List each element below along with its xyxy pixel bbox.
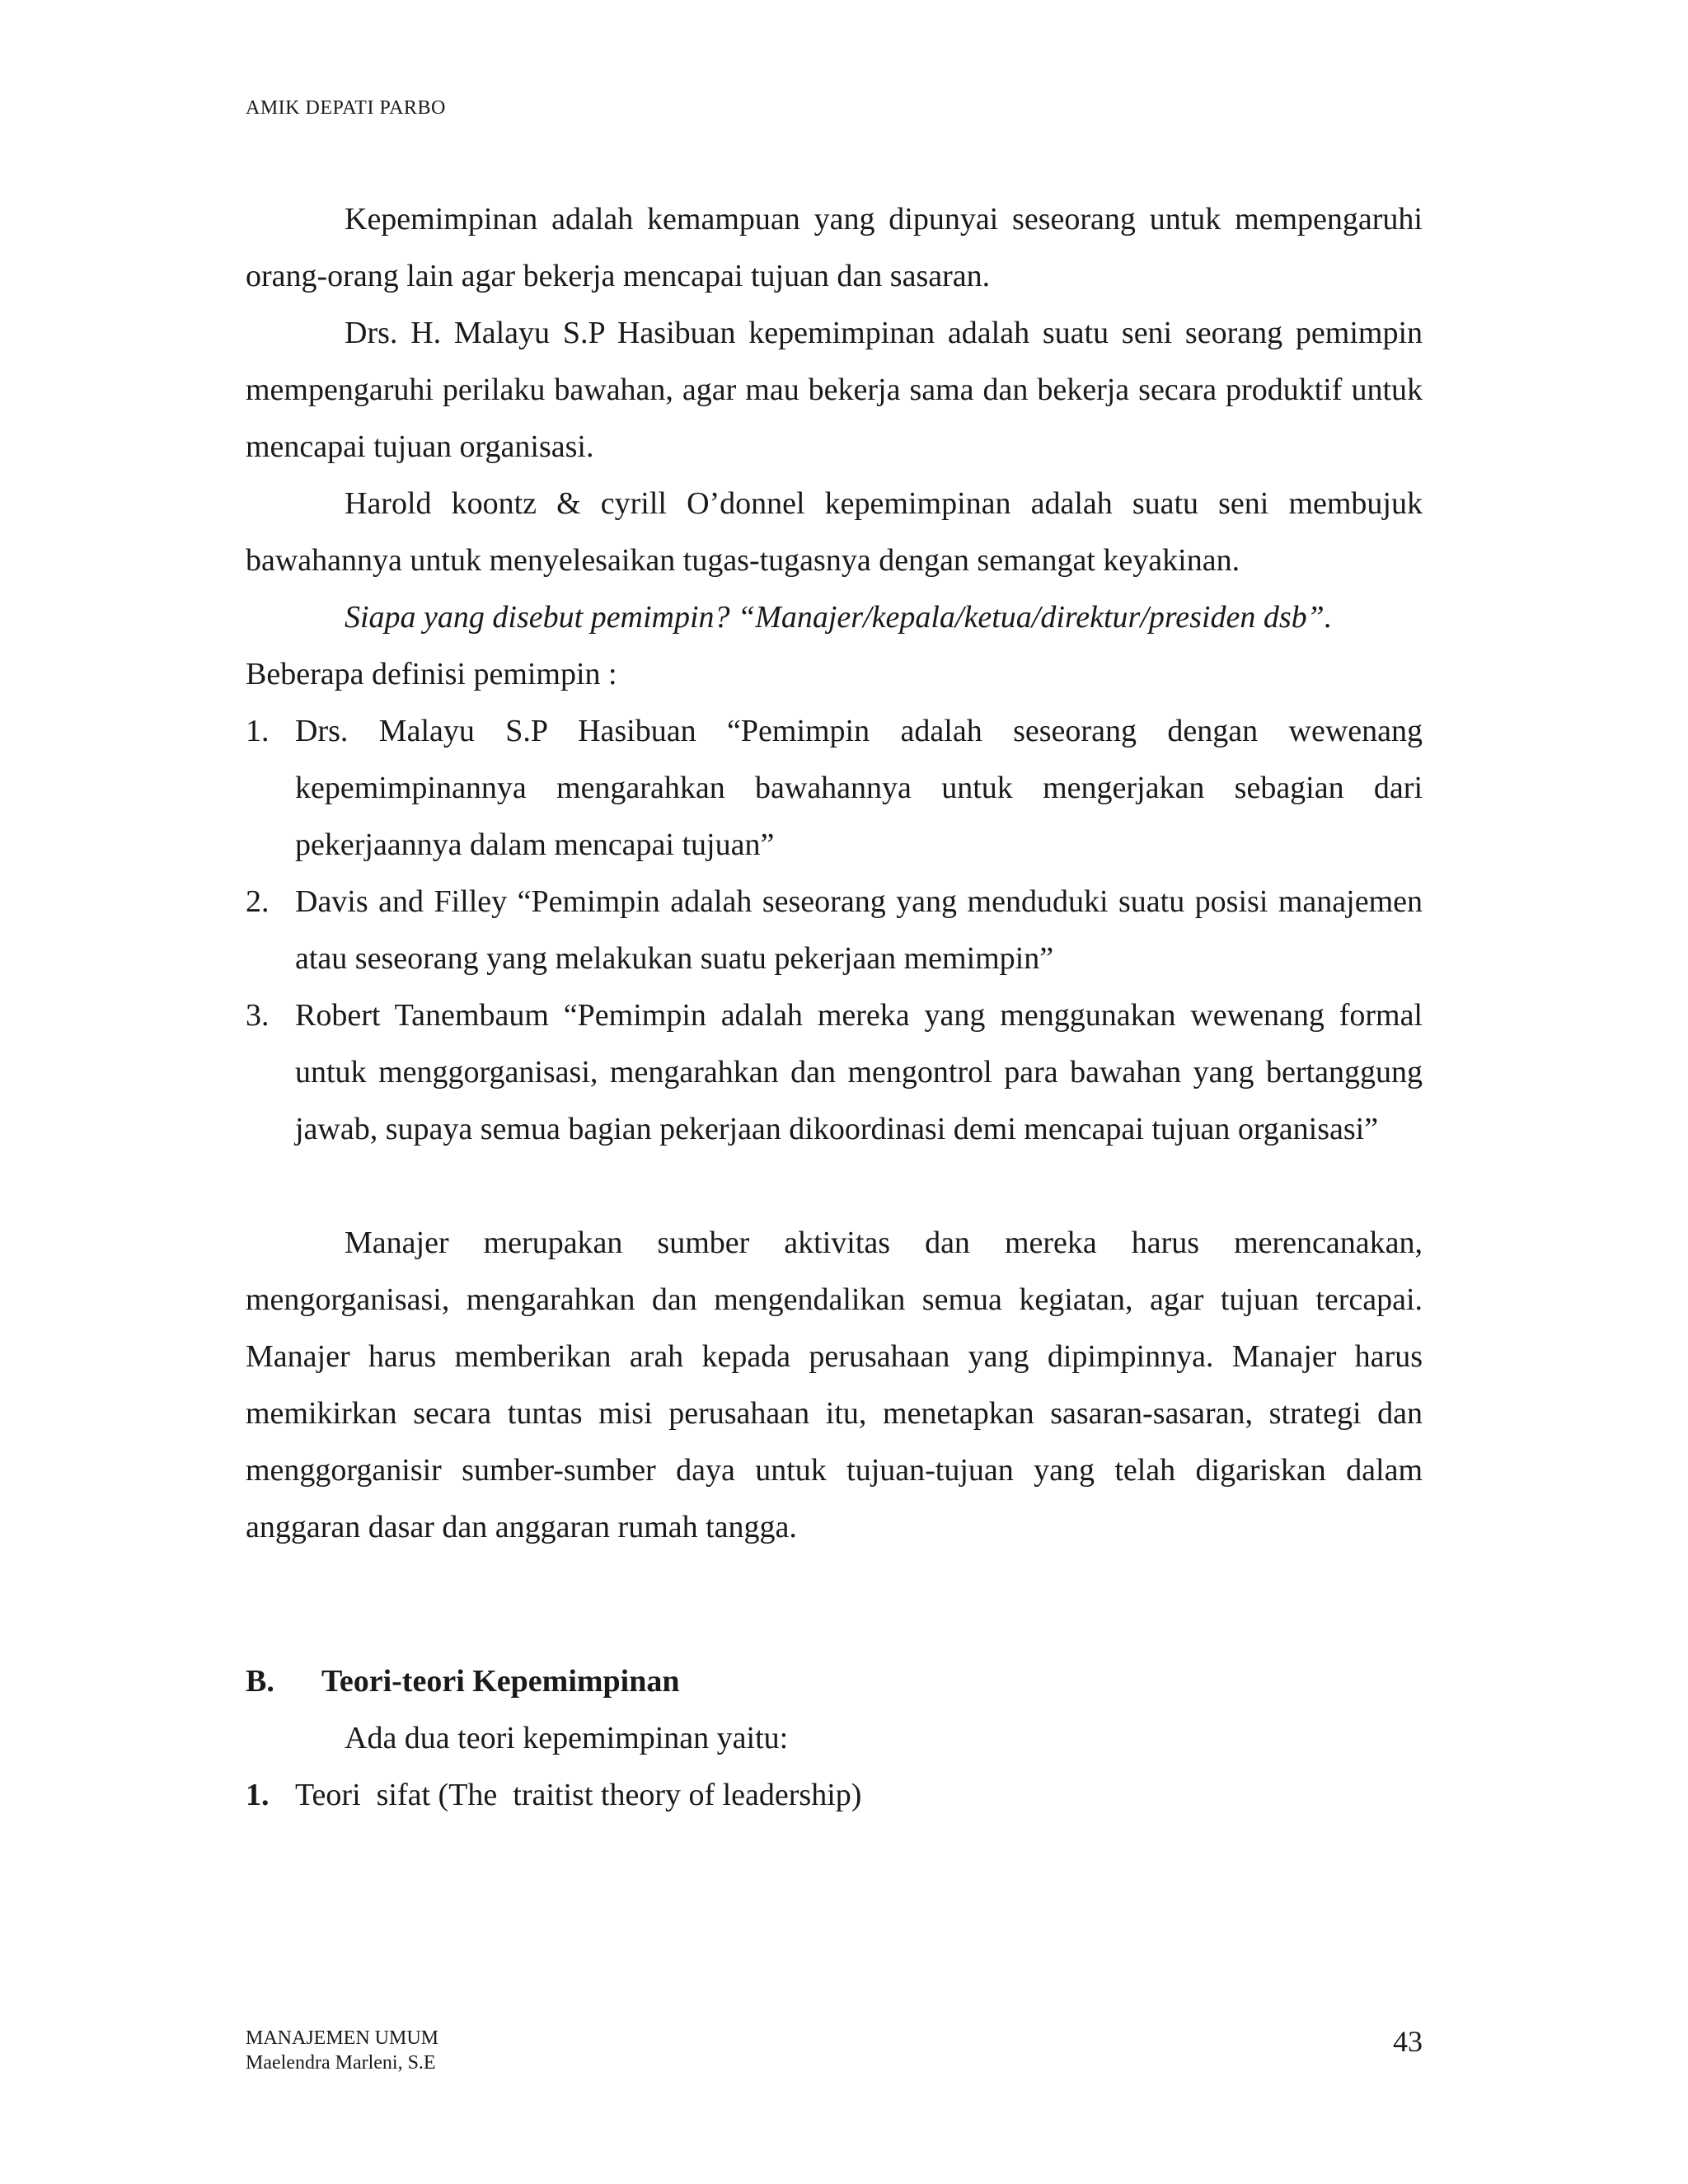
spacer <box>246 1158 1423 1215</box>
list-item-text: Davis and Filley “Pemimpin adalah seseorang yang menduduki suatu posisi manajemen atau seseorang yang melakukan suatu pekerjaan memimpin” <box>295 884 1423 976</box>
theory-list <box>246 1767 1423 1824</box>
section-title: Teori-teori Kepemimpinan <box>321 1664 680 1699</box>
list-item-number: 1. <box>246 1778 270 1812</box>
paragraph-leadership-definition: Kepemimpinan adalah kemampuan yang dipunyai seseorang untuk mempengaruhi orang-orang lain agar bekerja mencapai tujuan dan sasaran. <box>246 202 1423 293</box>
section-intro: Ada dua teori kepemimpinan yaitu: <box>345 1721 789 1755</box>
list-item <box>246 874 1423 987</box>
list-item <box>246 703 1423 874</box>
spacer <box>246 1556 1423 1653</box>
list-item-text: Teori sifat (The traitist theory of leadership) <box>295 1778 862 1812</box>
paragraph-hasibuan: Drs. H. Malayu S.P Hasibuan kepemimpinan adalah suatu seni seorang pemimpin mempengaruhi perilaku bawahan, agar mau bekerja sama dan bekerja secara produktif untuk mencapai tujuan organisasi. <box>246 316 1423 464</box>
list-item <box>246 1767 1423 1824</box>
footer-course: MANAJEMEN UMUM <box>246 2027 439 2049</box>
list-item-text: Robert Tanembaum “Pemimpin adalah mereka yang menggunakan wewenang formal untuk menggorganisasi, mengarahkan dan mengontrol para bawahan yang bertanggung jawab, supaya semua bagian pekerjaan dikoordinasi demi mencapai tujuan organisasi” <box>295 998 1423 1146</box>
running-header: AMIK DEPATI PARBO <box>246 97 446 119</box>
footer <box>246 2026 438 2075</box>
list-item-text: Drs. Malayu S.P Hasibuan “Pemimpin adalah seseorang dengan wewenang kepemimpinannya mengarahkan bawahannya untuk mengerjakan sebagian dari pekerjaannya dalam mencapai tujuan” <box>295 714 1423 862</box>
section-letter: B. <box>246 1664 274 1699</box>
paragraph-koontz: Harold koontz & cyrill O’donnel kepemimpinan adalah suatu seni membujuk bawahannya untuk menyelesaikan tugas-tugasnya dengan semangat keyakinan. <box>246 486 1423 578</box>
list-item <box>246 987 1423 1158</box>
section-heading <box>246 1653 1423 1710</box>
list-item-number: 1. <box>246 714 270 748</box>
paragraph-manager: Manajer merupakan sumber aktivitas dan mereka harus merencanakan, mengorganisasi, mengarahkan dan mengendalikan semua kegiatan, agar tujuan tercapai. Manajer harus memberikan arah kepada perusahaan yang dipimpinnya. Manajer harus memikirkan secara tuntas misi perusahaan itu, menetapkan sasaran-sasaran, strategi dan menggorganisir sumber-sumber daya untuk tujuan-tujuan yang telah digariskan dalam anggaran dasar dan anggaran rumah tangga. <box>246 1226 1423 1544</box>
page-number: 43 <box>1393 2025 1423 2058</box>
definitions-list <box>246 703 1423 1158</box>
list-item-number: 3. <box>246 998 270 1033</box>
footer-author: Maelendra Marleni, S.E <box>246 2052 436 2074</box>
paragraph-definitions-intro: Beberapa definisi pemimpin : <box>246 657 617 691</box>
paragraph-question: Siapa yang disebut pemimpin? “Manajer/kepala/ketua/direktur/presiden dsb”. <box>345 600 1333 635</box>
list-item-number: 2. <box>246 884 270 919</box>
page-body <box>246 191 1423 1824</box>
